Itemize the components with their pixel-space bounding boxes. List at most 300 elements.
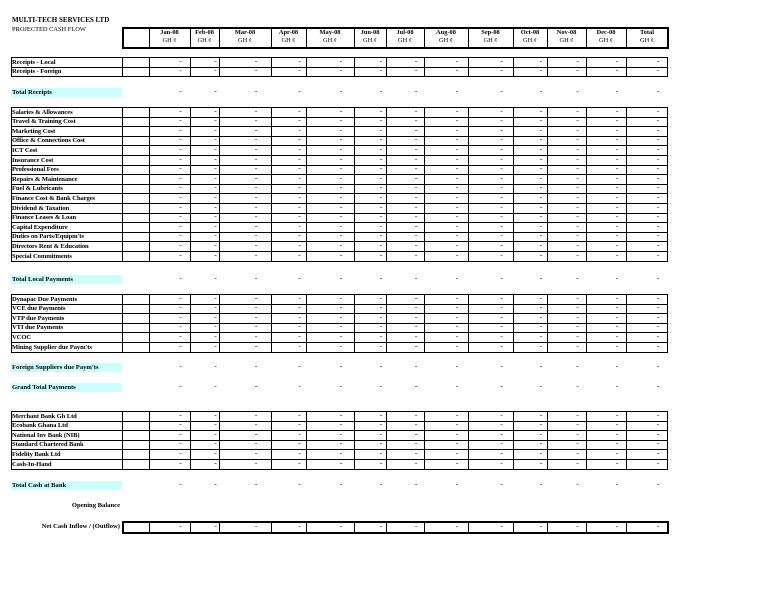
net-cash-flow-row-value-8: - — [500, 522, 503, 530]
grand-total-payments-row-value-9: - — [539, 382, 543, 390]
total-receipts-row-value-7: - — [455, 87, 459, 95]
banks-block-row-3-value-4: - — [339, 439, 343, 448]
net-cash-flow-row-value-7: - — [455, 522, 459, 530]
supplier-payments-block-row-2-value-4: - — [339, 312, 343, 321]
local-payments-block-row-3-value-8: - — [500, 135, 503, 144]
supplier-payments-block-row-3-value-10: - — [576, 322, 579, 331]
banks-block-row-label-4: Fidelity Bank Ltd — [12, 450, 61, 458]
local-payments-block-row-10-value-6: - — [414, 202, 418, 211]
total-local-payments-row-value-1: - — [214, 274, 217, 282]
banks-block-row-2-value-11: - — [615, 429, 619, 438]
local-payments-block-row-0-value-0: - — [179, 106, 182, 115]
local-payments-block-row-3-value-1: - — [214, 135, 217, 144]
banks-block-row-5-value-2: - — [254, 458, 258, 467]
grand-total-payments-row-value-3: - — [298, 382, 301, 390]
local-payments-block-row-14-value-12: - — [656, 240, 660, 249]
banks-block-row-1-value-2: - — [254, 420, 258, 429]
total-receipts-row: Total Receipts — [11, 88, 122, 97]
local-payments-block-row-5-value-0: - — [179, 154, 182, 163]
banks-block-row-1-value-8: - — [500, 420, 503, 429]
grand-total-payments-row-value-0: - — [179, 382, 182, 390]
foreign-suppliers-row-value-6: - — [414, 362, 418, 370]
total-cash-at-bank-row-value-3: - — [298, 480, 301, 488]
supplier-payments-block-row-3-value-3: - — [298, 322, 301, 331]
net-flow-col-divider — [354, 521, 355, 532]
local-payments-block-row-7-value-12: - — [656, 173, 660, 182]
banks-block-row-2-value-8: - — [500, 429, 503, 438]
local-payments-block-row-15-value-1: - — [214, 250, 217, 259]
supplier-payments-block-row-0-value-10: - — [576, 293, 579, 302]
local-payments-block-row-6-value-6: - — [414, 164, 418, 173]
local-payments-block-row-8-value-5: - — [379, 183, 383, 192]
local-payments-block-row-13-value-4: - — [339, 231, 343, 240]
net-flow-col-divider — [219, 521, 220, 532]
net-cash-flow-row-value-1: - — [214, 522, 217, 530]
local-payments-block-row-5-value-4: - — [339, 154, 343, 163]
local-payments-block-row-0-value-12: - — [656, 106, 660, 115]
local-payments-block-row-12-value-10: - — [576, 221, 579, 230]
total-cash-at-bank-row-value-8: - — [500, 480, 503, 488]
local-payments-block-row-8-value-11: - — [615, 183, 619, 192]
banks-block-row-2-value-12: - — [656, 429, 660, 438]
currency-header-5: GH ¢ — [362, 37, 378, 44]
local-payments-block-row-14-value-0: - — [179, 240, 182, 249]
banks-block-row-4-value-7: - — [455, 448, 459, 457]
local-payments-block-row-6-value-11: - — [615, 164, 619, 173]
local-payments-block-row-label-6: Professional Fees — [12, 166, 59, 174]
total-cash-at-bank-row-value-5: - — [379, 480, 383, 488]
local-payments-block-row-6-value-2: - — [254, 164, 258, 173]
local-payments-block-row-15-value-8: - — [500, 250, 503, 259]
local-payments-block-row-9-value-12: - — [656, 192, 660, 201]
local-payments-block-row-0-value-5: - — [379, 106, 383, 115]
banks-block-row-4-value-8: - — [500, 448, 503, 457]
net-flow-col-divider — [271, 521, 272, 532]
banks-block-row-0-value-2: - — [254, 410, 258, 419]
supplier-payments-block-row-label-3: VTI due Payments — [12, 324, 64, 332]
header-bottom-border — [122, 47, 668, 49]
supplier-payments-block-row-5-value-8: - — [500, 341, 503, 350]
month-header-6: Jul-08 — [396, 29, 414, 36]
banks-block-row-2-value-7: - — [455, 429, 459, 438]
foreign-suppliers-row-value-8: - — [500, 362, 503, 370]
local-payments-block-row-10-value-10: - — [576, 202, 579, 211]
currency-header-9: GH ¢ — [522, 37, 538, 44]
month-header-10: Nov-08 — [556, 29, 577, 36]
local-payments-block-row-1-value-8: - — [500, 116, 503, 125]
local-payments-block-row-5-value-6: - — [414, 154, 418, 163]
banks-block-row-1-value-10: - — [576, 420, 579, 429]
net-flow-col-divider — [626, 521, 627, 532]
receipts-block-row-1-value-3: - — [298, 66, 301, 75]
receipts-block-row-1-value-5: - — [379, 66, 383, 75]
month-header-5: Jun-08 — [360, 29, 380, 36]
local-payments-block-row-15-value-0: - — [179, 250, 182, 259]
local-payments-block-row-3-value-5: - — [379, 135, 383, 144]
banks-block-row-4-value-2: - — [254, 448, 258, 457]
receipts-block-row-0-value-4: - — [339, 56, 343, 65]
foreign-suppliers-row-value-4: - — [339, 362, 343, 370]
local-payments-block-row-10-value-9: - — [539, 202, 543, 211]
local-payments-block-row-6-value-1: - — [214, 164, 217, 173]
banks-block-row-5-value-7: - — [455, 458, 459, 467]
banks-block-row-4-value-12: - — [656, 448, 660, 457]
local-payments-block-row-5-value-2: - — [254, 154, 258, 163]
banks-block-row-1-value-4: - — [339, 420, 343, 429]
net-flow-col-divider — [149, 521, 150, 532]
total-cash-at-bank-row-value-12: - — [656, 480, 660, 488]
banks-block-row-5-value-3: - — [298, 458, 301, 467]
net-cash-flow-row-value-2: - — [254, 522, 258, 530]
local-payments-block-row-12-value-7: - — [455, 221, 459, 230]
banks-block-row-1-value-0: - — [179, 420, 182, 429]
banks-block-row-5-value-8: - — [500, 458, 503, 467]
local-payments-block-row-11-value-0: - — [179, 212, 182, 221]
local-payments-block-row-13-value-6: - — [414, 231, 418, 240]
supplier-payments-block-row-1-value-9: - — [539, 303, 543, 312]
local-payments-block-row-9-value-1: - — [214, 192, 217, 201]
banks-block-row-5-value-0: - — [179, 458, 182, 467]
receipts-block-row-1-value-6: - — [414, 66, 418, 75]
receipts-block-row-0-value-11: - — [615, 56, 619, 65]
currency-header-0: GH ¢ — [162, 37, 177, 44]
net-flow-col-divider — [424, 521, 425, 532]
local-payments-block-row-14-value-10: - — [576, 240, 579, 249]
local-payments-block-row-3-value-0: - — [179, 135, 182, 144]
total-local-payments-row-value-6: - — [414, 274, 418, 282]
supplier-payments-block-row-2-value-10: - — [576, 312, 579, 321]
receipts-block-row-0-value-8: - — [500, 56, 503, 65]
supplier-payments-block-row-0-value-0: - — [179, 293, 182, 302]
local-payments-block-row-label-8: Fuel & Lubricants — [12, 185, 63, 193]
local-payments-block-row-4-value-4: - — [339, 144, 343, 153]
supplier-payments-block-row-4-value-11: - — [615, 331, 619, 340]
supplier-payments-block-row-2-value-6: - — [414, 312, 418, 321]
supplier-payments-block-row-0-value-7: - — [455, 293, 459, 302]
banks-block-row-0-value-4: - — [339, 410, 343, 419]
banks-block-row-0-value-9: - — [539, 410, 543, 419]
banks-block-row-4-value-4: - — [339, 448, 343, 457]
banks-block-row-5-value-6: - — [414, 458, 418, 467]
local-payments-block-row-1-value-3: - — [298, 116, 301, 125]
banks-block-row-label-0: Merchant Bank Gh Ltd — [12, 412, 77, 420]
banks-block-row-2-value-6: - — [414, 429, 418, 438]
local-payments-block-row-4-value-12: - — [656, 144, 660, 153]
local-payments-block-row-4-value-10: - — [576, 144, 579, 153]
local-payments-block-row-2-value-5: - — [379, 125, 383, 134]
net-cash-flow-row-value-0: - — [179, 522, 182, 530]
local-payments-block-row-12-value-1: - — [214, 221, 217, 230]
supplier-payments-block-row-4-value-12: - — [656, 331, 660, 340]
local-payments-block-row-3-value-12: - — [656, 135, 660, 144]
local-payments-block-row-2-value-12: - — [656, 125, 660, 134]
local-payments-block-row-9-value-7: - — [455, 192, 459, 201]
total-receipts-row-value-9: - — [539, 87, 543, 95]
supplier-payments-block-row-3-value-7: - — [455, 322, 459, 331]
local-payments-block-row-4-value-0: - — [179, 144, 182, 153]
banks-block-row-4-value-5: - — [379, 448, 383, 457]
foreign-suppliers-row-value-1: - — [214, 362, 217, 370]
local-payments-block-row-2-value-6: - — [414, 125, 418, 134]
total-cash-at-bank-row-value-11: - — [615, 480, 619, 488]
local-payments-block-row-12-value-12: - — [656, 221, 660, 230]
local-payments-block-row-14-value-5: - — [379, 240, 383, 249]
banks-block-row-2-value-1: - — [214, 429, 217, 438]
supplier-payments-block-row-0-value-5: - — [379, 293, 383, 302]
local-payments-block-row-6-value-7: - — [455, 164, 459, 173]
receipts-block-row-0-value-1: - — [214, 56, 217, 65]
local-payments-block-row-11-value-3: - — [298, 212, 301, 221]
local-payments-block-row-3-value-4: - — [339, 135, 343, 144]
local-payments-block-row-1-value-11: - — [615, 116, 619, 125]
local-payments-block-row-6-value-5: - — [379, 164, 383, 173]
net-flow-right-border — [667, 521, 669, 534]
banks-block-row-5-value-1: - — [214, 458, 217, 467]
supplier-payments-block-row-5-value-7: - — [455, 341, 459, 350]
month-header-4: May-08 — [319, 29, 341, 36]
local-payments-block-row-15-value-3: - — [298, 250, 301, 259]
receipts-block-row-0-value-2: - — [254, 56, 258, 65]
local-payments-block-row-5-value-11: - — [615, 154, 619, 163]
local-payments-block-row-1-value-9: - — [539, 116, 543, 125]
local-payments-block-row-8-value-10: - — [576, 183, 579, 192]
receipts-block-row-0-value-12: - — [656, 56, 660, 65]
local-payments-block-row-15-value-5: - — [379, 250, 383, 259]
local-payments-block-row-4-value-7: - — [455, 144, 459, 153]
local-payments-block-row-label-2: Marketing Cost — [12, 127, 56, 135]
total-receipts-row-value-4: - — [339, 87, 343, 95]
month-header-2: Mar-08 — [234, 29, 256, 36]
receipts-block-row-0-value-7: - — [455, 56, 459, 65]
total-local-payments-row-value-3: - — [298, 274, 301, 282]
net-flow-col-divider — [386, 521, 387, 532]
header-col-divider — [424, 27, 425, 47]
currency-header-7: GH ¢ — [438, 37, 454, 44]
local-payments-block-row-5-value-9: - — [539, 154, 543, 163]
banks-block-row-3-value-11: - — [615, 439, 619, 448]
local-payments-block-row-13-value-12: - — [656, 231, 660, 240]
header-col-divider — [626, 27, 627, 47]
opening-balance-label: Opening Balance — [71, 502, 120, 509]
month-header-9: Oct-08 — [520, 29, 540, 36]
banks-block-row-1-value-3: - — [298, 420, 301, 429]
receipts-block-row-1-value-11: - — [615, 66, 619, 75]
banks-block-row-2-value-4: - — [339, 429, 343, 438]
banks-block-row-4-value-6: - — [414, 448, 418, 457]
currency-header-8: GH ¢ — [483, 37, 498, 44]
net-cash-flow-row-value-4: - — [339, 522, 343, 530]
currency-header-6: GH ¢ — [397, 37, 413, 44]
local-payments-block-row-7-value-4: - — [339, 173, 343, 182]
currency-header-10: GH ¢ — [559, 37, 574, 44]
receipts-block-row-1-value-1: - — [214, 66, 217, 75]
local-payments-block-row-label-11: Finance Leases & Loan — [12, 214, 77, 222]
local-payments-block-row-9-value-8: - — [500, 192, 503, 201]
local-payments-block-row-12-value-0: - — [179, 221, 182, 230]
local-payments-block-row-11-value-9: - — [539, 212, 543, 221]
local-payments-block-row-8-value-4: - — [339, 183, 343, 192]
local-payments-block-row-2-value-11: - — [615, 125, 619, 134]
banks-block-row-5-value-5: - — [379, 458, 383, 467]
local-payments-block-row-1-value-6: - — [414, 116, 418, 125]
banks-block-row-5-value-10: - — [576, 458, 579, 467]
supplier-payments-block-row-4-value-7: - — [455, 331, 459, 340]
total-cash-at-bank-row-value-7: - — [455, 480, 459, 488]
supplier-payments-block-row-5-value-0: - — [179, 341, 182, 350]
total-cash-at-bank-row-value-2: - — [254, 480, 258, 488]
local-payments-block-row-5-value-10: - — [576, 154, 579, 163]
local-payments-block-row-15-value-4: - — [339, 250, 343, 259]
local-payments-block-row-8-value-6: - — [414, 183, 418, 192]
supplier-payments-block-row-3-value-11: - — [615, 322, 619, 331]
foreign-suppliers-row-value-11: - — [615, 362, 619, 370]
total-receipts-row-value-2: - — [254, 87, 258, 95]
supplier-payments-block-row-2-value-2: - — [254, 312, 258, 321]
supplier-payments-block-row-5-value-5: - — [379, 341, 383, 350]
local-payments-block-row-11-value-7: - — [455, 212, 459, 221]
supplier-payments-block-row-0-value-2: - — [254, 293, 258, 302]
local-payments-block-row-4-value-6: - — [414, 144, 418, 153]
report-title: PROJECTED CASH FLOW — [12, 26, 86, 33]
supplier-payments-block-row-5-value-3: - — [298, 341, 301, 350]
local-payments-block-row-3-value-6: - — [414, 135, 418, 144]
supplier-payments-block-row-4-value-4: - — [339, 331, 343, 340]
local-payments-block-row-label-1: Travel & Training Cost — [12, 118, 76, 126]
header-col-divider — [586, 27, 587, 47]
local-payments-block-row-4-value-1: - — [214, 144, 217, 153]
local-payments-block-row-4-value-8: - — [500, 144, 503, 153]
total-receipts-row-value-6: - — [414, 87, 418, 95]
local-payments-block-bottom — [11, 261, 668, 262]
local-payments-block-row-7-value-6: - — [414, 173, 418, 182]
local-payments-block-row-9-value-9: - — [539, 192, 543, 201]
grand-total-payments-row-value-11: - — [615, 382, 619, 390]
local-payments-block-row-11-value-12: - — [656, 212, 660, 221]
local-payments-block-row-0-value-1: - — [214, 106, 217, 115]
local-payments-block-row-6-value-3: - — [298, 164, 301, 173]
currency-header-3: GH ¢ — [281, 37, 296, 44]
supplier-payments-block-row-3-value-1: - — [214, 322, 217, 331]
banks-block-row-1-value-9: - — [539, 420, 543, 429]
local-payments-block-row-7-value-10: - — [576, 173, 579, 182]
foreign-suppliers-row-value-3: - — [298, 362, 301, 370]
local-payments-block-row-6-value-12: - — [656, 164, 660, 173]
local-payments-block-row-0-value-6: - — [414, 106, 418, 115]
receipts-block-row-0-value-5: - — [379, 56, 383, 65]
banks-block-row-0-value-8: - — [500, 410, 503, 419]
net-cash-flow-row-value-10: - — [576, 522, 579, 530]
local-payments-block-row-7-value-7: - — [455, 173, 459, 182]
local-payments-block-row-14-value-4: - — [339, 240, 343, 249]
local-payments-block-row-5-value-5: - — [379, 154, 383, 163]
receipts-block-row-0-value-3: - — [298, 56, 301, 65]
banks-block-row-2-value-3: - — [298, 429, 301, 438]
header-right-border — [667, 27, 669, 49]
grand-total-payments-row-value-7: - — [455, 382, 459, 390]
net-flow-left-border — [122, 521, 124, 534]
local-payments-block-row-2-value-8: - — [500, 125, 503, 134]
local-payments-block-row-10-value-3: - — [298, 202, 301, 211]
local-payments-block-row-9-value-0: - — [179, 192, 182, 201]
supplier-payments-block-row-3-value-5: - — [379, 322, 383, 331]
total-local-payments-row: Total Local Payments — [11, 275, 122, 284]
local-payments-block-row-13-value-7: - — [455, 231, 459, 240]
local-payments-block-row-10-value-2: - — [254, 202, 258, 211]
banks-block-row-2-value-10: - — [576, 429, 579, 438]
total-receipts-row-value-3: - — [298, 87, 301, 95]
month-header-7: Aug-08 — [436, 29, 456, 36]
local-payments-block-row-7-value-1: - — [214, 173, 217, 182]
local-payments-block-row-11-value-11: - — [615, 212, 619, 221]
local-payments-block-row-10-value-4: - — [339, 202, 343, 211]
foreign-suppliers-row-value-0: - — [179, 362, 182, 370]
local-payments-block-row-9-value-4: - — [339, 192, 343, 201]
supplier-payments-block-row-4-value-8: - — [500, 331, 503, 340]
local-payments-block-row-5-value-12: - — [656, 154, 660, 163]
banks-block-row-2-value-0: - — [179, 429, 182, 438]
net-cash-flow-row-value-12: - — [656, 522, 660, 530]
supplier-payments-block-row-3-value-6: - — [414, 322, 418, 331]
banks-block-row-0-value-1: - — [214, 410, 217, 419]
receipts-block-row-1-value-4: - — [339, 66, 343, 75]
supplier-payments-block-row-5-value-4: - — [339, 341, 343, 350]
local-payments-block-row-label-3: Office & Connections Cost — [12, 137, 85, 145]
supplier-payments-block-bottom — [11, 352, 668, 353]
supplier-payments-block-row-2-value-12: - — [656, 312, 660, 321]
local-payments-block-row-0-value-9: - — [539, 106, 543, 115]
local-payments-block-row-0-value-4: - — [339, 106, 343, 115]
total-local-payments-row-value-2: - — [254, 274, 258, 282]
local-payments-block-row-9-value-3: - — [298, 192, 301, 201]
local-payments-block-row-label-0: Salaries & Allowances — [12, 108, 73, 116]
local-payments-block-row-7-value-2: - — [254, 173, 258, 182]
local-payments-block-row-11-value-1: - — [214, 212, 217, 221]
receipts-block-row-1-value-8: - — [500, 66, 503, 75]
receipts-block-row-0-value-0: - — [179, 56, 182, 65]
banks-block-row-1-value-11: - — [615, 420, 619, 429]
net-flow-col-divider — [547, 521, 548, 532]
total-local-payments-row-value-0: - — [179, 274, 182, 282]
receipts-block-bottom — [11, 76, 668, 77]
grand-total-payments-row-value-10: - — [576, 382, 579, 390]
supplier-payments-block-row-2-value-3: - — [298, 312, 301, 321]
supplier-payments-block-row-label-2: VTP due Payments — [12, 314, 65, 322]
supplier-payments-block-row-1-value-5: - — [379, 303, 383, 312]
banks-block-row-4-value-1: - — [214, 448, 217, 457]
local-payments-block-row-0-value-7: - — [455, 106, 459, 115]
supplier-payments-block-row-2-value-1: - — [214, 312, 217, 321]
local-payments-block-row-9-value-2: - — [254, 192, 258, 201]
supplier-payments-block-row-5-value-2: - — [254, 341, 258, 350]
supplier-payments-block-row-1-value-4: - — [339, 303, 343, 312]
total-receipts-row-value-10: - — [576, 87, 579, 95]
banks-block-row-3-value-10: - — [576, 439, 579, 448]
local-payments-block-row-8-value-9: - — [539, 183, 543, 192]
total-cash-at-bank-row-value-10: - — [576, 480, 579, 488]
local-payments-block-row-12-value-6: - — [414, 221, 418, 230]
supplier-payments-block-row-1-value-10: - — [576, 303, 579, 312]
banks-block-row-5-value-9: - — [539, 458, 543, 467]
local-payments-block-row-label-5: Insurance Cost — [12, 156, 54, 164]
local-payments-block-row-6-value-9: - — [539, 164, 543, 173]
local-payments-block-row-15-value-2: - — [254, 250, 258, 259]
local-payments-block-row-0-value-8: - — [500, 106, 503, 115]
local-payments-block-row-7-value-11: - — [615, 173, 619, 182]
local-payments-block-row-label-7: Repairs & Maintenance — [12, 175, 78, 183]
banks-block-row-0-value-11: - — [615, 410, 619, 419]
local-payments-block-row-2-value-3: - — [298, 125, 301, 134]
banks-block-row-3-value-6: - — [414, 439, 418, 448]
